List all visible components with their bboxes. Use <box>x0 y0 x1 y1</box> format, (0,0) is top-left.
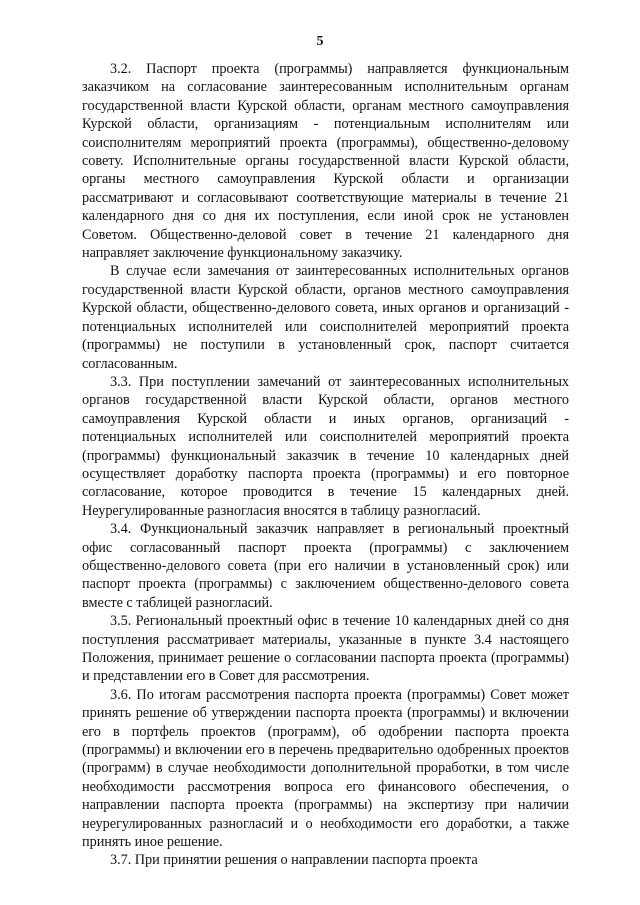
paragraph-3-6: 3.6. По итогам рассмотрения паспорта проекта (программы) Совет может принять решение об утверждении паспорта проекта (программы) и включении его в портфель проектов (программ), об одобрении паспорта проекта (программы) и включении его в перечень предварительно одобренных проектов (программ) в случае необходимости дополнительной проработки, в том числе необходимости рассмотрения вопроса его финансового обеспечения, о направлении паспорта проекта (программы) на экспертизу при наличии неурегулированных разногласий и о необходимости его доработки, а также принять иное решение. <box>82 686 569 851</box>
paragraph-no-comments: В случае если замечания от заинтересованных исполнительных органов государственной власти Курской области, органов местного самоуправления Курской области, общественно-делового совета, иных органов и организаций - потенциальных исполнителей или соисполнителей мероприятий проекта (программы) не поступили в установленный срок, паспорт считается согласованным. <box>82 263 569 372</box>
paragraph-3-3: 3.3. При поступлении замечаний от заинтересованных исполнительных органов государственной власти Курской области, органов местного самоуправления Курской области и иных органов, организаций - потенциальных исполнителей или соисполнителей мероприятий проекта (программы) функциональный заказчик в течение 10 календарных дней осуществляет доработку паспорта проекта (программы) и его повторное согласование, которое проводится в течение 15 календарных дней. Неурегулированные разногласия вносятся в таблицу разногласий. <box>82 373 569 519</box>
document-body <box>82 60 569 870</box>
paragraph-3-7: 3.7. При принятии решения о направлении паспорта проекта <box>110 852 478 869</box>
page-number: 5 <box>316 34 324 49</box>
paragraph-3-4: 3.4. Функциональный заказчик направляет в региональный проектный офис согласованный паспорт проекта (программы) с заключением общественно-делового совета (при его наличии в установленный срок) или паспорт проекта (программы) с заключением общественно-делового совета вместе с таблицей разногласий. <box>82 521 569 611</box>
paragraph-3-2: 3.2. Паспорт проекта (программы) направляется функциональным заказчиком на согласование заинтересованным исполнительным органам государственной власти Курской области, органам местного самоуправления Курской области, организациям - потенциальным исполнителям или соисполнителям мероприятий проекта (программы), общественно-деловому совету. Исполнительные органы государственной власти Курской области, органы местного самоуправления Курской области и организации рассматривают и согласовывают соответствующие материалы в течение 21 календарного дня со дня их поступления, если иной срок не установлен Советом. Общественно-деловой совет в течение 21 календарного дня направляет заключение функциональному заказчику. <box>82 61 569 262</box>
paragraph-3-5: 3.5. Региональный проектный офис в течение 10 календарных дней со дня поступления рассматривает материалы, указанные в пункте 3.4 настоящего Положения, принимает решение о согласовании паспорта проекта (программы) и представлении его в Совет для рассмотрения. <box>82 613 569 685</box>
